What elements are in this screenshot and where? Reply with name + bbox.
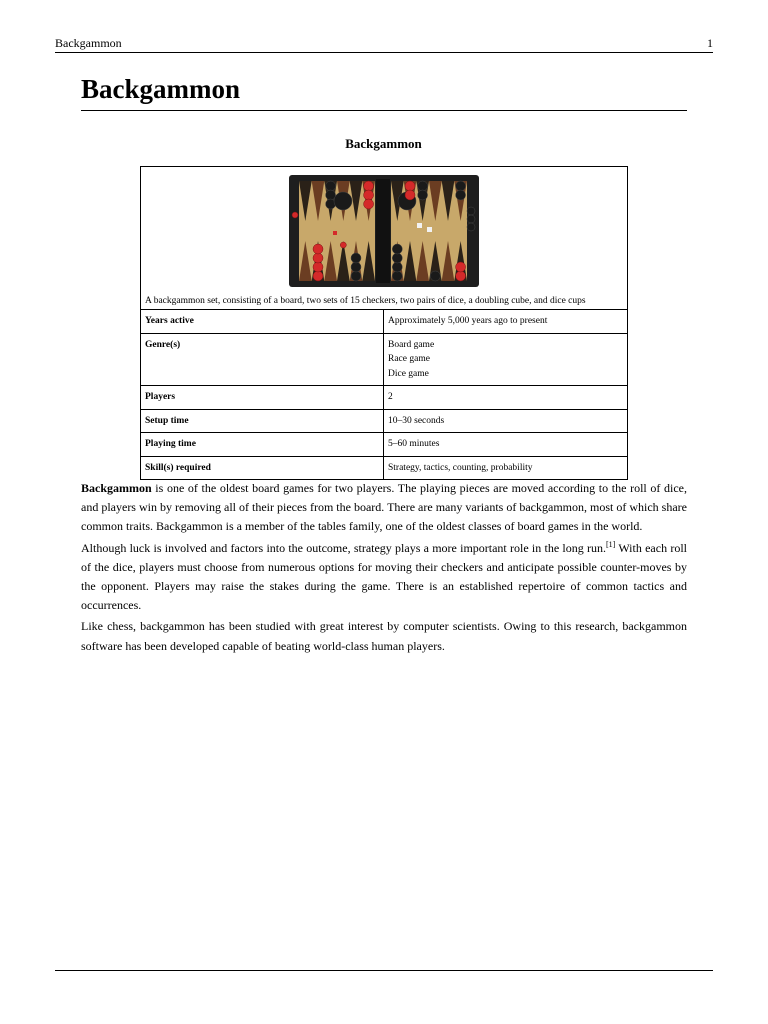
fact-value-line: 5–60 minutes — [388, 439, 440, 449]
fact-value-line[interactable]: Dice game — [388, 368, 429, 379]
paragraph-text: Like chess, backgammon has been studied with great interest by computer scientists. Owing to this research, backgammon software has been developed capable of beating world-class human players. — [81, 619, 687, 653]
infobox-title: Backgammon — [345, 136, 422, 151]
fact-value — [384, 409, 628, 433]
paragraph-intro — [81, 479, 687, 537]
infobox — [140, 166, 628, 480]
page-number: 1 — [707, 36, 713, 50]
fact-key: Skill(s) required — [141, 456, 384, 479]
fact-key: Setup time — [141, 409, 384, 433]
fact-value — [384, 433, 628, 457]
fact-key: Genre(s) — [141, 333, 384, 386]
fact-key: Players — [141, 386, 384, 410]
backgammon-board-image — [289, 175, 479, 287]
footer-rule — [55, 970, 713, 971]
fact-value — [384, 456, 628, 479]
article-body — [81, 479, 687, 658]
infobox-facts-table — [141, 310, 627, 479]
paragraph-strategy — [81, 539, 687, 616]
fact-key: Years active — [141, 310, 384, 333]
paragraph-text: Although luck is involved and factors into the outcome, strategy plays a more important role in the long run. — [81, 540, 606, 555]
table-row — [141, 409, 627, 433]
fact-value-line: Approximately 5,000 years ago to present — [388, 316, 548, 326]
infobox-caption: A backgammon set, consisting of a board, two sets of 15 checkers, two pairs of dice, a doubling cube, and dice cups — [141, 293, 627, 310]
citation-link[interactable]: [1] — [605, 539, 616, 549]
running-title: Backgammon — [55, 36, 122, 50]
fact-value-line[interactable]: Board game — [388, 339, 435, 350]
paragraph-text: With each roll of the dice, players must choose from numerous options for moving their checkers and anticipate possible counter-moves by the opponent. Players may raise the stakes during the game. There is an established repertoire of common tactics and occurrences. — [81, 540, 687, 613]
table-row — [141, 433, 627, 457]
table-row — [141, 333, 627, 386]
paragraph-computers — [81, 617, 687, 655]
fact-value — [384, 333, 628, 386]
infobox-image[interactable] — [141, 167, 627, 293]
fact-value-line: 2 — [388, 392, 393, 402]
fact-value-line: Strategy, tactics, counting, probability — [388, 462, 533, 473]
fact-value — [384, 386, 628, 410]
fact-value-line[interactable]: Race game — [388, 354, 430, 364]
paragraph-text: is one of the oldest board games for two players. The playing pieces are moved according to the roll of dice, and players win by removing all of their pieces from the board. There are many variants of backgammon, most of which share common traits. Backgammon is a member of the tables family, one of the oldest classes of board games in the world. — [81, 481, 687, 534]
page-title: Backgammon — [81, 72, 687, 111]
table-row — [141, 386, 627, 410]
lead-term: Backgammon — [81, 481, 152, 495]
fact-value-line: 10–30 seconds — [388, 415, 445, 426]
fact-key: Playing time — [141, 433, 384, 457]
table-row — [141, 456, 627, 479]
running-header — [55, 36, 713, 53]
fact-value — [384, 310, 628, 333]
table-row — [141, 310, 627, 333]
